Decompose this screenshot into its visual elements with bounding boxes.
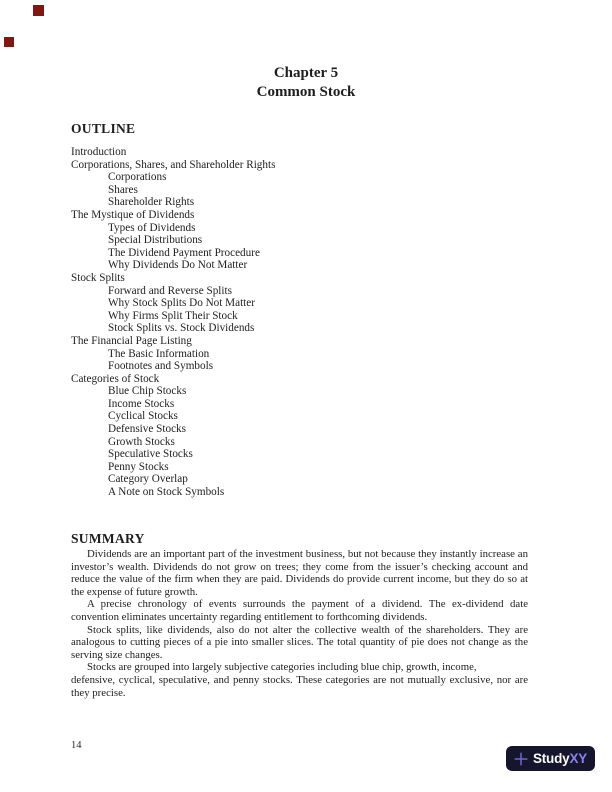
summary-paragraph-line: defensive, cyclical, speculative, and penny stocks. These categories are not mutually exclusive, nor are they precise. — [71, 673, 528, 699]
outline-item: Forward and Reverse Splits — [108, 284, 232, 297]
outline-item: A Note on Stock Symbols — [108, 486, 225, 499]
summary-paragraph — [71, 661, 528, 699]
outline-item: Why Firms Split Their Stock — [108, 309, 238, 322]
page-title — [0, 64, 612, 102]
outline-item: The Basic Information — [108, 347, 210, 360]
outline-item: Category Overlap — [108, 473, 188, 486]
summary-paragraph: Dividends are an important part of the investment business, but not because they instantly increase an investor’s wealth. Dividends do not grow on trees; they come from the issuer’s checking account and reduce the value of the firm when they are paid. Dividends do provide current income, but they do so at the expense of future growth. — [71, 548, 528, 598]
outline-item: Categories of Stock — [71, 372, 160, 385]
outline-item: Introduction — [71, 146, 127, 158]
outline-item: Corporations — [108, 171, 167, 184]
page-number: 14 — [71, 740, 82, 751]
outline-item: Why Stock Splits Do Not Matter — [108, 297, 255, 310]
outline-item: Shareholder Rights — [108, 196, 195, 209]
red-square-marker — [33, 5, 44, 16]
logo-text-accent: XY — [569, 751, 588, 766]
summary-paragraph-line: Stocks are grouped into largely subjective categories including blue chip, growth, income, — [87, 661, 477, 674]
summary-paragraph: A precise chronology of events surrounds the payment of a dividend. The ex-dividend date convention eliminates uncertainty regarding entitlement to forthcoming dividends. — [71, 598, 528, 623]
outline-item: The Financial Page Listing — [71, 334, 192, 347]
chapter-name-line: Common Stock — [256, 84, 356, 100]
outline-item: The Dividend Payment Procedure — [108, 246, 260, 259]
outline-item: Penny Stocks — [108, 460, 169, 473]
outline-item: Special Distributions — [108, 234, 203, 247]
outline-item: Stock Splits vs. Stock Dividends — [108, 322, 255, 335]
logo-text-primary: Study — [532, 751, 570, 766]
outline-item: Stock Splits — [71, 271, 125, 284]
outline-item: Cyclical Stocks — [108, 410, 178, 423]
red-square-marker — [4, 37, 14, 47]
outline-item: Shares — [108, 183, 138, 196]
outline-item: Blue Chip Stocks — [108, 385, 187, 398]
outline-item: Types of Dividends — [108, 221, 196, 234]
summary-paragraph: Stock splits, like dividends, also do not alter the collective wealth of the shareholders. They are analogous to cutting pieces of a pie into smaller slices. The total quantity of pie does not change as the serving size changes. — [71, 623, 528, 661]
outline-item: Income Stocks — [108, 397, 175, 410]
summary-heading: SUMMARY — [71, 531, 145, 546]
outline-item: Growth Stocks — [108, 435, 175, 448]
outline-item: Why Dividends Do Not Matter — [108, 259, 248, 272]
outline-item: Defensive Stocks — [108, 423, 186, 436]
summary-body — [71, 548, 528, 699]
outline-item: Footnotes and Symbols — [108, 360, 214, 373]
chapter-number-line: Chapter 5 — [273, 65, 339, 81]
outline-heading: OUTLINE — [71, 121, 136, 136]
outline-list — [71, 146, 275, 499]
outline-item: The Mystique of Dividends — [71, 208, 195, 221]
outline-item: Corporations, Shares, and Shareholder Rights — [71, 158, 276, 171]
outline-item: Speculative Stocks — [108, 448, 193, 461]
logo-text — [533, 751, 587, 766]
plus-icon — [514, 752, 528, 766]
studyxy-logo-badge[interactable] — [506, 746, 595, 771]
